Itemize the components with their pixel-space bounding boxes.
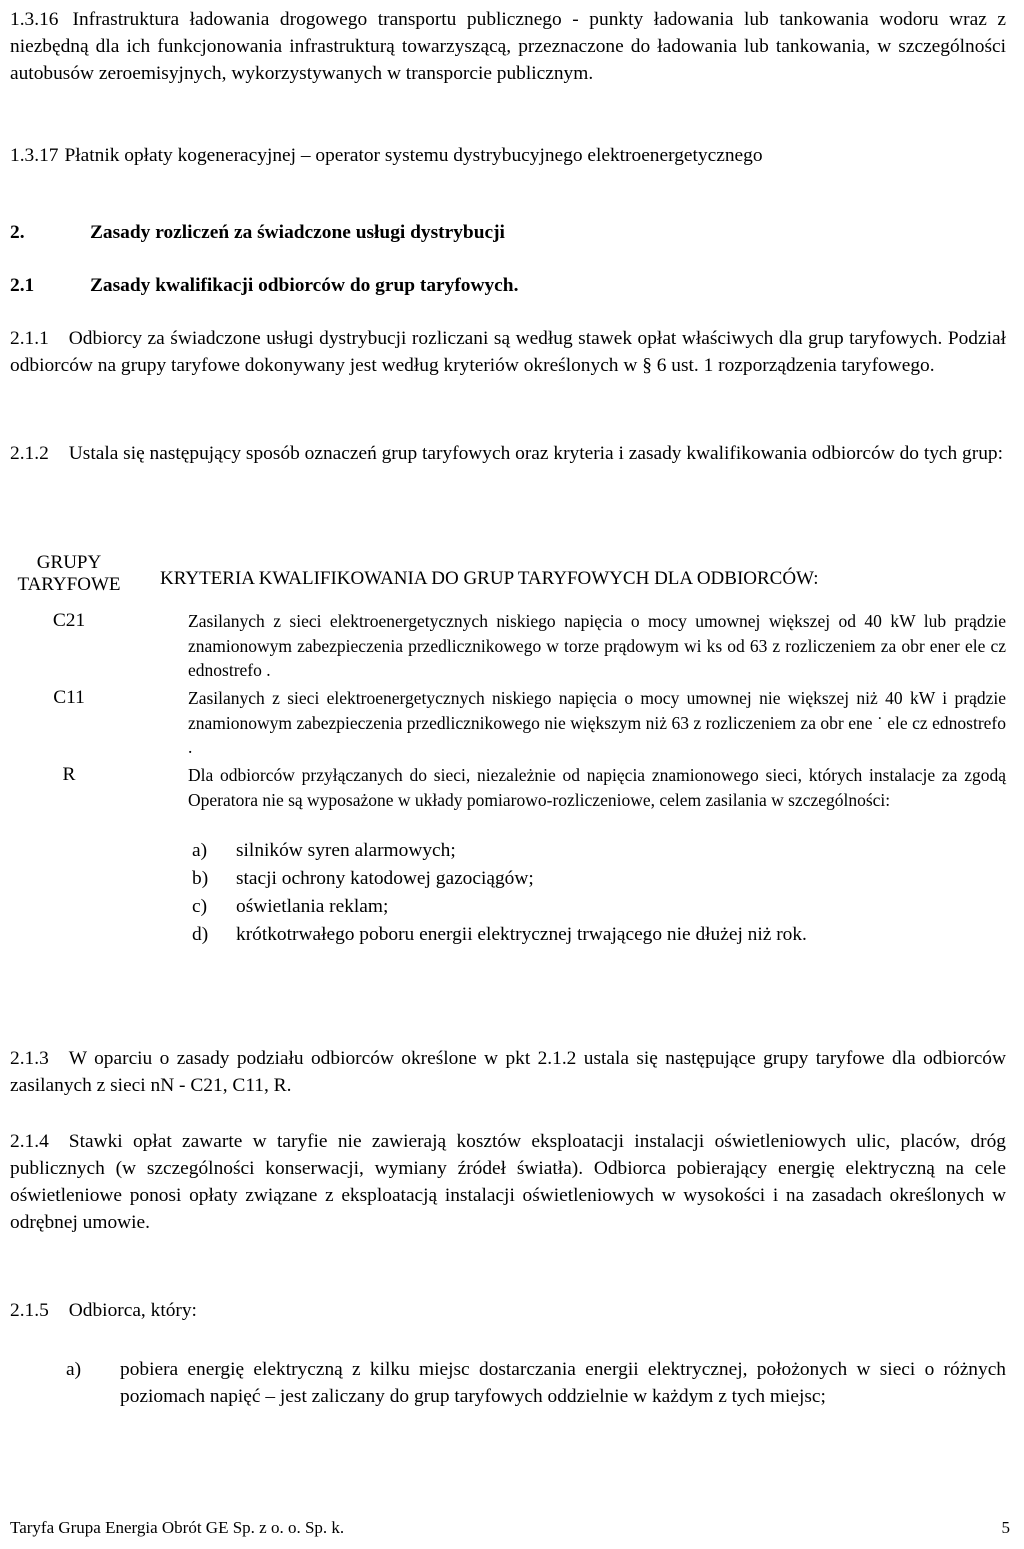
section-heading-2 xyxy=(10,219,505,246)
list-item xyxy=(192,865,1012,893)
paragraph-2-1-1 xyxy=(10,325,1006,379)
paragraph-2-1-5 xyxy=(10,1297,1006,1324)
list-item-label: d) xyxy=(192,924,209,945)
list-item-text: silników syren alarmowych; xyxy=(236,840,456,861)
table-header-groups: GRUPY TARYFOWE xyxy=(17,552,121,595)
paragraph-1-3-16 xyxy=(10,6,1006,87)
paragraph-number: 2.1.5 xyxy=(10,1300,49,1321)
paragraph-text: Płatnik opłaty kogeneracyjnej – operator systemu dystrybucyjnego elektroenergetycznego xyxy=(64,145,763,166)
paragraph-number: 2.1.3 xyxy=(10,1048,49,1069)
list-item-label: b) xyxy=(192,868,209,889)
list-item-text: oświetlania reklam; xyxy=(236,896,389,917)
list-item xyxy=(192,893,1012,921)
heading-number: 2.1 xyxy=(10,275,35,296)
paragraph-text: Odbiorca, który: xyxy=(68,1300,197,1321)
heading-text: Zasady rozliczeń za świadczone usługi dystrybucji xyxy=(90,222,505,243)
criteria-c11: Zasilanych z sieci elektroenergetycznych niskiego napięcia o mocy umownej nie większej niż 40 kW i prądzie znamionowym zabezpieczenia przedlicznikowego nie większym niż 63 z rozliczeniem za obr ene ˙ ele cz ednostrefo . xyxy=(188,688,1006,757)
paragraph-text: Stawki opłat zawarte w taryfie nie zawierają kosztów eksploatacji instalacji oświetleniowych ulic, placów, dróg publicznych (w szczególności konserwacji, wymiany źródeł światła). Odbiorca pobierający energię elektryczną na cele oświetleniowe ponosi opłaty związane z eksploatacją instalacji oświetleniowych w wysokości i na zasadach określonych w odrębnej umowie. xyxy=(10,1131,1006,1233)
paragraph-2-1-2 xyxy=(10,440,1006,467)
page-number: 5 xyxy=(1001,1518,1010,1537)
tariff-code-c21: C21 xyxy=(52,610,86,631)
paragraph-number: 2.1.1 xyxy=(10,328,49,349)
list-item-label: a) xyxy=(192,840,208,861)
list-item-label: c) xyxy=(192,896,208,917)
list-item-text: stacji ochrony katodowej gazociągów; xyxy=(236,868,534,889)
footer-text: Taryfa Grupa Energia Obrót GE Sp. z o. o. Sp. k. xyxy=(10,1518,345,1537)
list-item-label: a) xyxy=(66,1359,82,1380)
list-item xyxy=(66,1356,1006,1410)
paragraph-text: Ustala się następujący sposób oznaczeń grup taryfowych oraz kryteria i zasady kwalifikowania odbiorców do tych grup: xyxy=(68,443,1003,464)
criteria-r-list xyxy=(192,837,1012,949)
paragraph-text: Infrastruktura ładowania drogowego transportu publicznego - punkty ładowania lub tankowania wodoru wraz z niezbędną dla ich funkcjonowania infrastrukturą towarzyszącą, przeznaczone do ładowania lub tankowania, w szczególności autobusów zeroemisyjnych, wykorzystywanych w transporcie publicznym. xyxy=(10,9,1006,84)
paragraph-number: 2.1.4 xyxy=(10,1131,49,1152)
paragraph-2-1-5-list xyxy=(66,1356,1006,1410)
list-item xyxy=(192,837,1012,865)
list-item-text: krótkotrwałego poboru energii elektrycznej trwającego nie dłużej niż rok. xyxy=(236,924,807,945)
list-item xyxy=(192,921,976,949)
paragraph-text: W oparciu o zasady podziału odbiorców określone w pkt 2.1.2 ustala się następujące grupy taryfowe dla odbiorców zasilanych z sieci nN - C21, C11, R. xyxy=(10,1048,1006,1096)
paragraph-text: Odbiorcy za świadczone usługi dystrybucji rozliczani są według stawek opłat właściwych dla grup taryfowych. Podział odbiorców na grupy taryfowe dokonywany jest według kryteriów określonych w § 6 ust. 1 rozporządzenia taryfowego. xyxy=(10,328,1006,376)
paragraph-number: 2.1.2 xyxy=(10,443,49,464)
list-item-text: pobiera energię elektryczną z kilku miejsc dostarczania energii elektrycznej, położonych w sieci o różnych poziomach napięć – jest zaliczany do grup taryfowych oddzielnie w każdym z tych miejsc; xyxy=(120,1359,1006,1407)
criteria-c21: Zasilanych z sieci elektroenergetycznych niskiego napięcia o mocy umownej większej od 40 kW lub prądzie znamionowym zabezpieczenia przedlicznikowego w torze prądowym wi ks od 63 z rozliczeniem za obr ener ele cz ednostrefo . xyxy=(188,611,1006,680)
paragraph-1-3-17 xyxy=(10,142,1006,169)
heading-text: Zasady kwalifikacji odbiorców do grup taryfowych. xyxy=(90,275,519,296)
paragraph-2-1-4 xyxy=(10,1128,1006,1236)
criteria-r: Dla odbiorców przyłączanych do sieci, niezależnie od napięcia znamionowego sieci, których instalacje za zgodą Operatora nie są wyposażone w układy pomiarowo-rozliczeniowe, celem zasilania w szczególności: xyxy=(188,765,1006,810)
tariff-code-c11: C11 xyxy=(53,687,85,708)
tariff-code-r: R xyxy=(62,764,76,785)
paragraph-number: 1.3.16 xyxy=(10,9,59,30)
paragraph-number: 1.3.17 xyxy=(10,145,59,166)
paragraph-2-1-3 xyxy=(10,1045,1006,1099)
table-header-criteria: KRYTERIA KWALIFIKOWANIA DO GRUP TARYFOWYCH DLA ODBIORCÓW: xyxy=(160,568,819,589)
heading-number: 2. xyxy=(10,222,25,243)
section-heading-2-1 xyxy=(10,272,518,299)
